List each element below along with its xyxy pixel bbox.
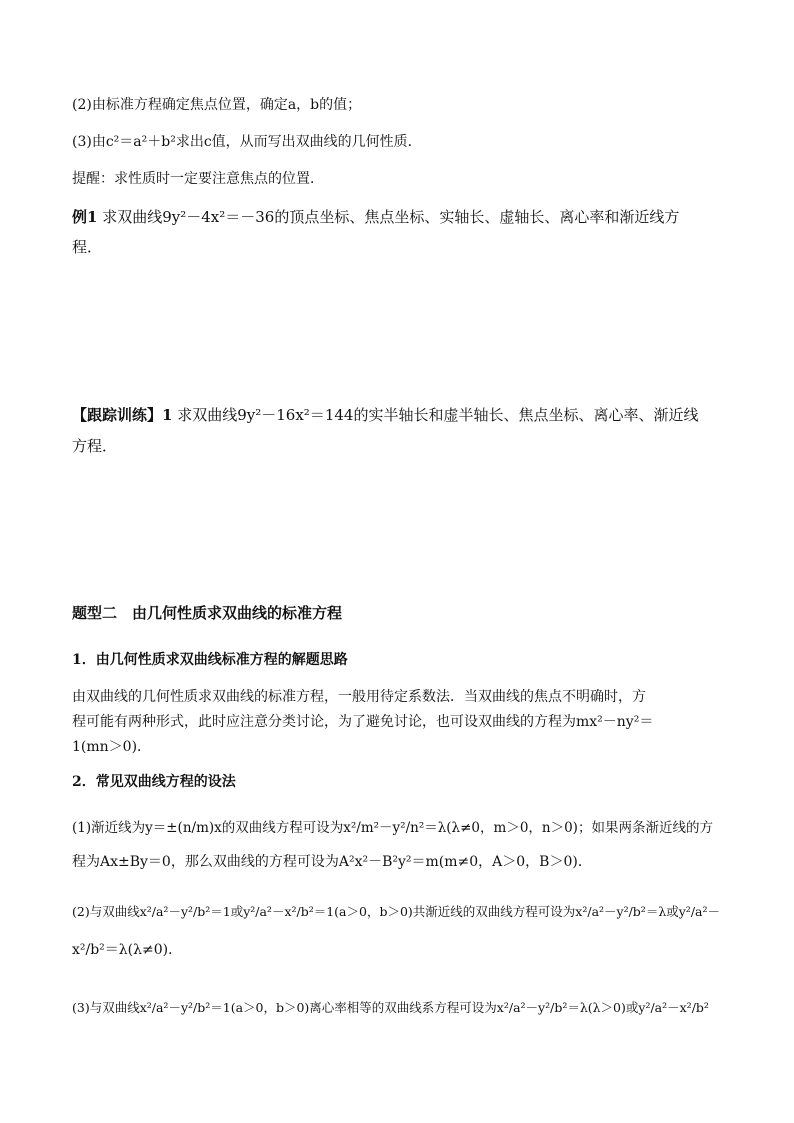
item-2-line-2: x²/b²＝λ(λ≠0)． (72, 942, 183, 958)
sub-1-title: 1．由几何性质求双曲线标准方程的解题思路 (72, 652, 348, 668)
item-2-line-1: (2)与双曲线x²/a²－y²/b²＝1或y²/a²－x²/b²＝1(a＞0，b＞0)共渐近线的双曲线方程可设为x²/a²－y²/b²＝λ或y²/a²－ (72, 904, 720, 919)
sub-1-line-1: 由双曲线的几何性质求双曲线的标准方程，一般用待定系数法．当双曲线的焦点不明确时，方 (72, 689, 646, 705)
step-3: (3)由c²＝a²＋b²求出c值，从而写出双曲线的几何性质． (72, 134, 422, 150)
tip-note: 提醒：求性质时一定要注意焦点的位置． (72, 171, 324, 187)
training-1-text: 求双曲线9y²－16x²＝144的实半轴长和虚半轴长、焦点坐标、离心率、渐近线 (177, 406, 699, 424)
item-1-line-2: 程为Ax±By＝0，那么双曲线的方程可设为A²x²－B²y²＝m(m≠0，A＞0，B＞0)． (72, 854, 592, 870)
example-1-text: 求双曲线9y²－4x²＝－36的顶点坐标、焦点坐标、实轴长、虚轴长、离心率和渐近线方 (102, 208, 680, 226)
step-2: (2)由标准方程确定焦点位置，确定a，b的值； (72, 97, 362, 113)
section-2-title: 题型二 由几何性质求双曲线的标准方程 (72, 604, 343, 622)
example-1-line-2: 程． (72, 238, 103, 256)
example-1-label: 例1 (72, 208, 98, 226)
training-1-line-2: 方程． (72, 437, 118, 455)
item-3-line-1: (3)与双曲线x²/a²－y²/b²＝1(a＞0，b＞0)离心率相等的双曲线系方程可设为x²/a²－y²/b²＝λ(λ＞0)或y²/a²－x²/b² (72, 1000, 709, 1015)
sub-1-line-2: 程可能有两种形式，此时应注意分类讨论，为了避免讨论，也可设双曲线的方程为mx²－ny²＝ (72, 714, 654, 730)
item-1-line-1: (1)渐近线为y＝±(n/m)x的双曲线方程可设为x²/m²－y²/n²＝λ(λ≠0，m＞0，n＞0)；如果两条渐近线的方 (72, 820, 713, 836)
training-1-line-1 (72, 405, 698, 425)
sub-2-title: 2．常见双曲线方程的设法 (72, 774, 236, 790)
example-1-line-1 (72, 207, 679, 227)
sub-1-line-3: 1(mn＞0)． (72, 739, 152, 755)
training-1-label: 【跟踪训练】1 (72, 406, 173, 424)
